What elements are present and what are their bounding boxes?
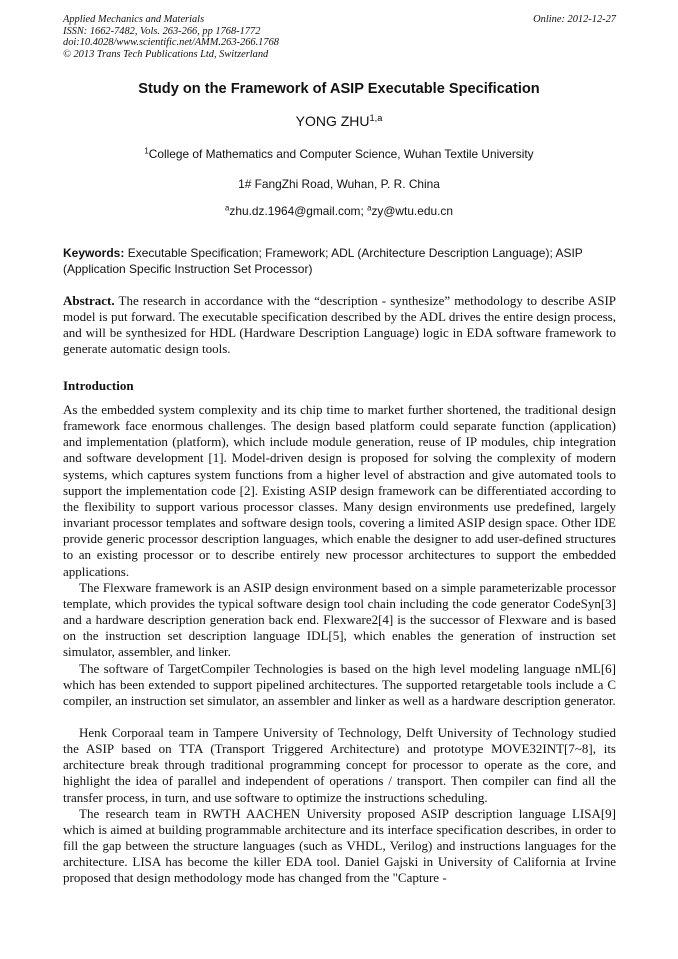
paragraph: The Flexware framework is an ASIP design environment based on a simple parameterizable processor template, which provides the typical software design tool chain including the code generator CodeSyn[3] and a hardware description generation back end. Flexware2[4] is the successor of Flexware and is based on the instruction set description language IDL[5], which enables the generation of instruction set simulator, assembler, and linker.: [63, 579, 616, 660]
author-line: [40, 113, 638, 129]
paragraph: The research team in RWTH AACHEN University proposed ASIP description language LISA[9] which is aimed at building programmable architecture and its interface specification describes, in order to fill the gap between the structure languages (such as VHDL, Verilog) and instructions languages for the architecture. LISA has become the killer EDA tool. Daniel Gajski in University of California at Irvine proposed that design methodology mode has changed from the "Capture -: [63, 805, 616, 886]
journal-header: [63, 14, 616, 60]
address-line: 1# FangZhi Road, Wuhan, P. R. China: [238, 177, 440, 191]
email-superscript-2: a: [367, 203, 372, 213]
affiliation-text: College of Mathematics and Computer Science, Wuhan Textile University: [148, 147, 534, 161]
email-line: [40, 204, 638, 218]
abstract-text: The research in accordance with the “description - synthesize” methodology to describe ASIP model is put forward. The executable specification described by the ADL drives the entire design process, and will be synthesized for HDL (Hardware Description Language) logic in EDA software framework to generate automatic design tools.: [63, 293, 617, 357]
introduction-heading: Introduction: [63, 378, 134, 393]
paragraph: As the embedded system complexity and its chip time to market further shortened, the traditional design framework face enormous challenges. The design based platform could separate function (application) and implementation (platform), which include module generation, reuse of IP modules, chip integration and software development [1]. Model-driven design is proposed for solving the complexity of modern systems, which captures system functions from a higher level of abstraction and give automated tools to support the implementation code [2]. Existing ASIP design framework can be differentiated according to the flexibility to support various processor classes. Many design environments use predefined, largely invariant processor templates and software design tools, covering a limited ASIP design space. Other IDE provide generic processor description languages, which enable the designer to add user-defined structures to an existing processor or to describe entirely new processor architectures to support the embedded applications.: [63, 402, 616, 579]
online-date: Online: 2012-12-27: [533, 14, 616, 25]
doi-line: doi:10.4028/www.scientific.net/AMM.263-266.1768: [63, 37, 279, 49]
paragraph: The software of TargetCompiler Technologies is based on the high level modeling language nML[6] which has been extended to support pipelined architectures. The supported retargetable tools include a C compiler, an instruction set simulator, an assembler and linker as well as a hardware description generator.: [63, 660, 616, 708]
paragraph: Henk Corporaal team in Tampere University of Technology, Delft University of Technology studied the ASIP based on TTA (Transport Triggered Architecture) and prototype MOVE32INT[7~8], its architecture break through traditional programming concept for processor to operate as the core, and highlight the idea of parallel and independent of operations / transport. Then compiler can find all the transfer process, in turn, and use software to optimize the instructions scheduling.: [63, 724, 616, 805]
abstract-label: Abstract.: [63, 293, 115, 308]
email-1: zhu.dz.1964@gmail.com;: [229, 204, 364, 218]
affiliation-superscript: 1: [144, 146, 149, 156]
affiliation-line: [40, 147, 638, 161]
issn-line: ISSN: 1662-7482, Vols. 263-266, pp 1768-1772: [63, 25, 261, 37]
author-superscript: 1,a: [369, 112, 383, 123]
email-2: zy@wtu.edu.cn: [371, 204, 453, 218]
copyright-line: © 2013 Trans Tech Publications Ltd, Switzerland: [63, 48, 269, 60]
keywords-label: Keywords:: [63, 246, 125, 260]
email-superscript-1: a: [225, 203, 230, 213]
abstract-block: [63, 293, 616, 358]
paper-title: Study on the Framework of ASIP Executable Specification: [138, 81, 540, 97]
introduction-body: [63, 402, 616, 887]
journal-name: Applied Mechanics and Materials: [63, 14, 205, 25]
author-name: YONG ZHU: [295, 113, 370, 129]
keywords-block: [63, 245, 616, 277]
keywords-text: Executable Specification; Framework; ADL (Architecture Description Language); ASIP (Application Specific Instruction Set Processor): [63, 246, 583, 276]
